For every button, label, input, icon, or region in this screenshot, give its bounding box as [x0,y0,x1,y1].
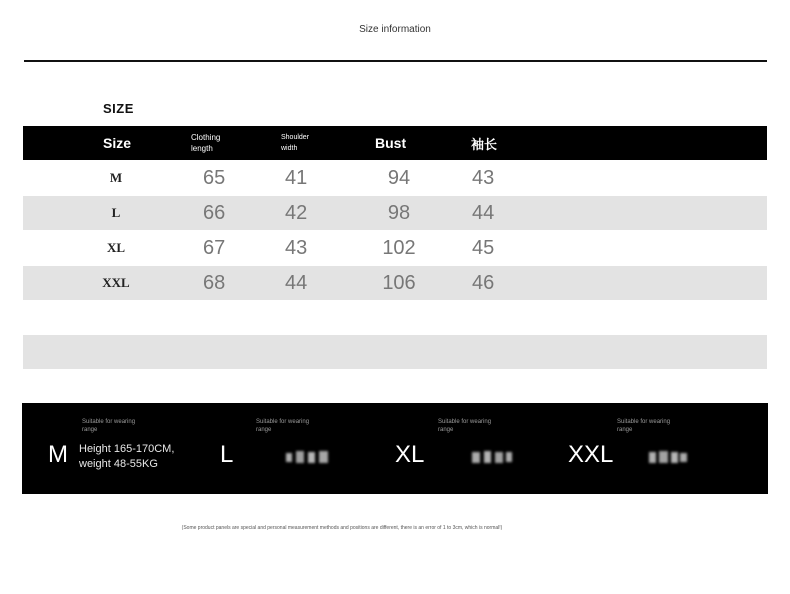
row-size: XXL [102,275,130,290]
row-sleeve-length: 43 [472,166,495,189]
range-size-label: L [220,441,234,468]
title-divider [24,60,767,62]
table-row [23,231,767,265]
row-sleeve-length: 44 [472,201,495,224]
header-bust: Bust [375,135,407,151]
row-size: XL [106,240,126,255]
row-clothing-length: 68 [203,271,226,294]
row-bust: 98 [387,201,411,224]
header-clothing-length: Clothing length [191,133,221,153]
row-bust: 102 [382,236,416,259]
row-sleeve-length: 45 [472,236,495,259]
wearing-range-band [22,403,768,494]
row-bust: 94 [387,166,411,189]
empty-row [23,335,767,369]
row-bust: 106 [382,271,416,294]
header-size: Size [103,135,132,151]
range-description: Height 165-170CM, weight 48-55KG [79,443,175,470]
blurred-text-mark [284,447,334,467]
empty-row [23,300,767,334]
row-sleeve-length: 46 [472,271,495,294]
table-row [23,266,767,300]
row-clothing-length: 67 [203,236,226,259]
range-size-label: XL [395,441,425,468]
table-row [23,161,767,195]
measurement-footnote: (Some product panels are special and personal measurement methods and positions are different, there is an error of 1 to 3cm, which is normal!) [181,525,503,531]
range-size-label: XXL [568,441,614,468]
page-title: Size information [359,24,431,35]
blurred-text-mark [470,447,514,467]
range-caption: Suitable for wearing range [438,419,492,433]
row-shoulder-width: 42 [285,201,308,224]
range-size-label: M [48,441,68,468]
header-shoulder-width: Shoulder width [281,134,310,152]
blurred-text-mark [647,447,689,467]
row-size: L [111,205,121,220]
row-shoulder-width: 43 [285,236,308,259]
row-shoulder-width: 44 [285,271,308,294]
row-shoulder-width: 41 [285,166,308,189]
range-caption: Suitable for wearing range [82,419,136,433]
range-caption: Suitable for wearing range [617,419,671,433]
row-clothing-length: 65 [203,166,226,189]
section-label: SIZE [103,101,134,116]
range-caption: Suitable for wearing range [256,419,310,433]
row-clothing-length: 66 [203,201,226,224]
size-table-header [23,126,767,160]
table-row [23,196,767,230]
row-size: M [109,170,123,185]
header-sleeve-length: 袖长 [471,136,498,152]
